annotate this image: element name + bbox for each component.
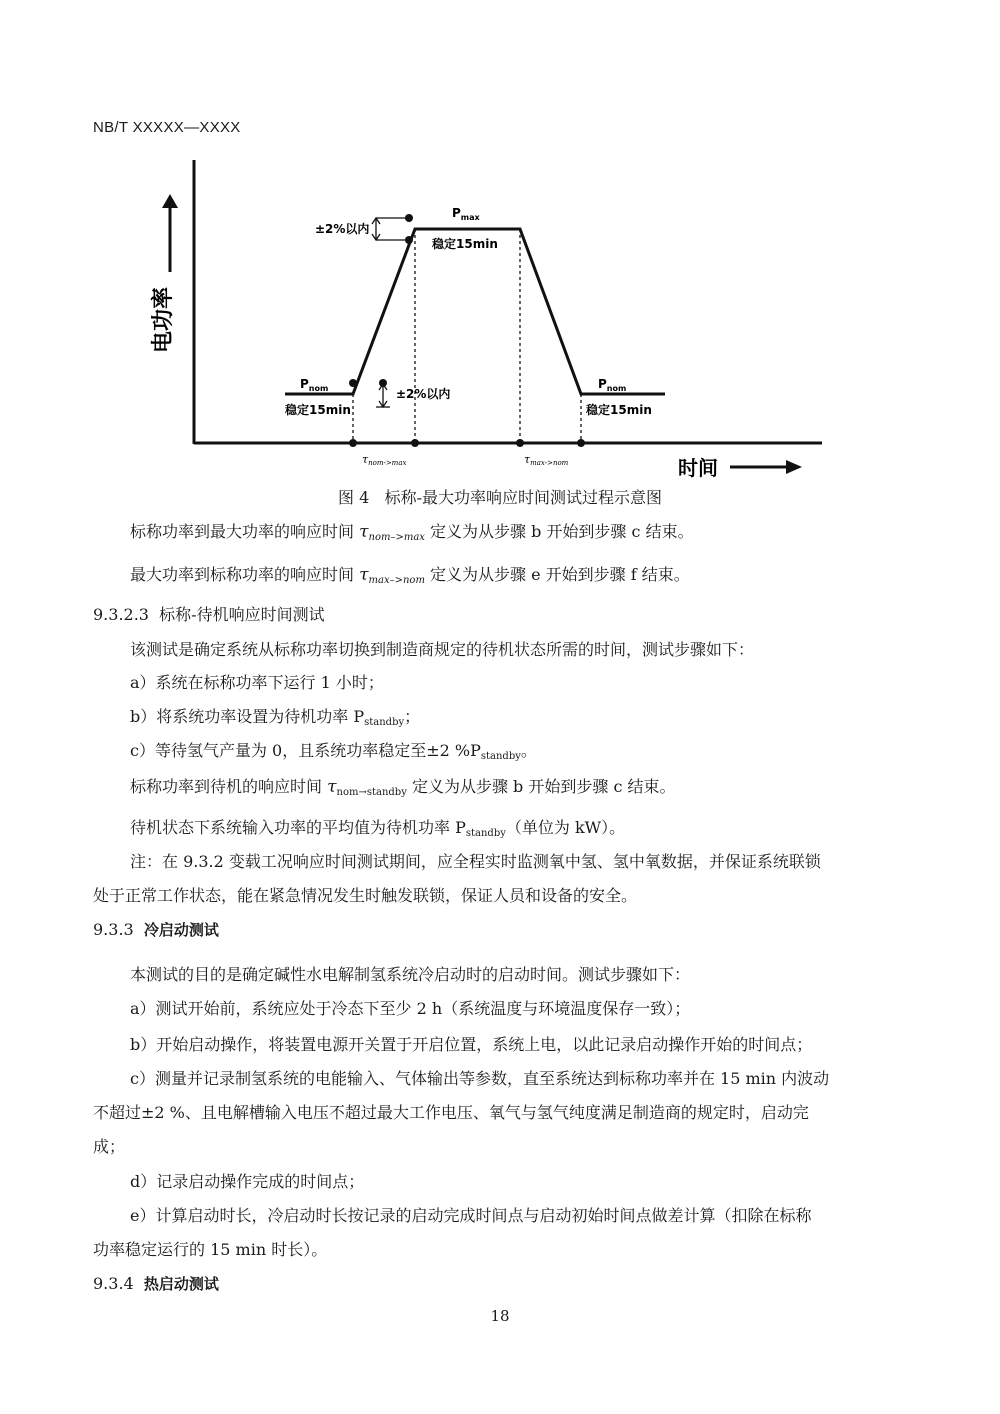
list-item-e-cold-line-1: e）计算启动时长，冷启动时长按记录的启动完成时间点与启动初始时间点做差计算（扣除在标称 bbox=[130, 1206, 812, 1225]
list-item-c-standby: c）等待氢气产量为 0，且系统功率稳定至±2 $\%P_{standby}$。 bbox=[130, 741, 537, 762]
tolerance-bottom-label: ±2%以内 bbox=[396, 387, 451, 401]
tolerance-top-label: ±2%以内 bbox=[315, 222, 370, 236]
section-heading-9-3-3: 9.3.3 冷启动测试 bbox=[93, 920, 219, 939]
power-curve bbox=[285, 229, 665, 394]
section-heading-9-3-4: 9.3.4 热启动测试 bbox=[93, 1274, 219, 1293]
list-item-a-standby: a）系统在标称功率下运行 1 小时； bbox=[130, 673, 384, 692]
list-item-b-cold: b）开始启动操作，将装置电源开关置于开启位置，系统上电，以此记录启动操作开始的时间点； bbox=[130, 1035, 813, 1054]
note-line-2: 处于正常工作状态，能在紧急情况发生时触发联锁，保证人员和设备的安全。 bbox=[93, 886, 638, 905]
paragraph-cold-start-intro: 本测试的目的是确定碱性水电解制氢系统冷启动时的启动时间。测试步骤如下： bbox=[130, 965, 691, 984]
y-axis-label: 电功率 bbox=[151, 286, 176, 354]
list-item-a-cold: a）测试开始前，系统应处于冷态下至少 2 h（系统温度与环境温度保存一致）； bbox=[130, 999, 691, 1018]
tolerance-bracket-top bbox=[372, 218, 409, 240]
paragraph-response-max-nom: 最大功率到标称功率的响应时间 $\tau_{max->nom}$ 定义为从步骤 e 开始到步骤 f 结束。 bbox=[130, 565, 690, 586]
paragraph-standby-intro: 该测试是确定系统从标称功率切换到制造商规定的待机状态所需的时间，测试步骤如下： bbox=[130, 640, 755, 659]
figure-caption: 图 4 标称-最大功率响应时间测试过程示意图 bbox=[338, 488, 662, 507]
y-axis-arrow bbox=[162, 194, 178, 272]
paragraph-response-nom-standby: 标称功率到待机的响应时间 $\tau_{nom\to standby}$ 定义为从步骤 b 开始到步骤 c 结束。 bbox=[130, 777, 676, 798]
document-code-header: NB/T XXXXX—XXXX bbox=[93, 119, 241, 136]
list-item-d-cold: d）记录启动操作完成的时间点； bbox=[130, 1172, 365, 1191]
tau-nom-max-label: τnom->max bbox=[362, 453, 407, 467]
stable-top-label: 稳定15min bbox=[432, 237, 498, 251]
list-item-c-cold-line-3: 成； bbox=[93, 1137, 126, 1156]
time-marker-lines bbox=[353, 229, 581, 443]
tau-max-nom-label: τmax->nom bbox=[524, 453, 569, 467]
p-nom-right-label: $P_{nom}$ bbox=[598, 377, 627, 393]
page-number: 18 bbox=[490, 1307, 510, 1325]
tolerance-bracket-bottom bbox=[376, 383, 390, 407]
x-axis-label: 时间 bbox=[678, 456, 718, 480]
stable-right-label: 稳定15min bbox=[586, 403, 652, 417]
list-item-b-standby: b）将系统功率设置为待机功率 $P_{standby}$； bbox=[130, 707, 421, 728]
paragraph-response-nom-max: 标称功率到最大功率的响应时间 $\tau_{nom->max}$ 定义为从步骤 b 开始到步骤 c 结束。 bbox=[130, 522, 694, 543]
stable-left-label: 稳定15min bbox=[285, 403, 351, 417]
list-item-c-cold-line-2: 不超过±2 %、且电解槽输入电压不超过最大工作电压、氧气与氢气纯度满足制造商的规定时，启动完 bbox=[93, 1103, 809, 1122]
paragraph-standby-power: 待机状态下系统输入功率的平均值为待机功率 $P_{standby}$（单位为 kW）。 bbox=[130, 818, 626, 839]
p-nom-left-label: $P_{nom}$ bbox=[300, 377, 329, 393]
note-line-1: 注：在 9.3.2 变载工况响应时间测试期间，应全程实时监测氧中氢、氢中氧数据，并保证系统联锁 bbox=[130, 852, 821, 871]
p-max-label: $P_{max}$ bbox=[452, 206, 480, 222]
list-item-c-cold-line-1: c）测量并记录制氢系统的电能输入、气体输出等参数，直至系统达到标称功率并在 15 min 内波动 bbox=[130, 1069, 830, 1088]
section-heading-9-3-2-3: 9.3.2.3 标称-待机响应时间测试 bbox=[93, 605, 325, 624]
list-item-e-cold-line-2: 功率稳定运行的 15 min 时长）。 bbox=[93, 1240, 328, 1259]
power-response-figure bbox=[0, 150, 1000, 480]
x-axis-arrow bbox=[730, 460, 802, 474]
